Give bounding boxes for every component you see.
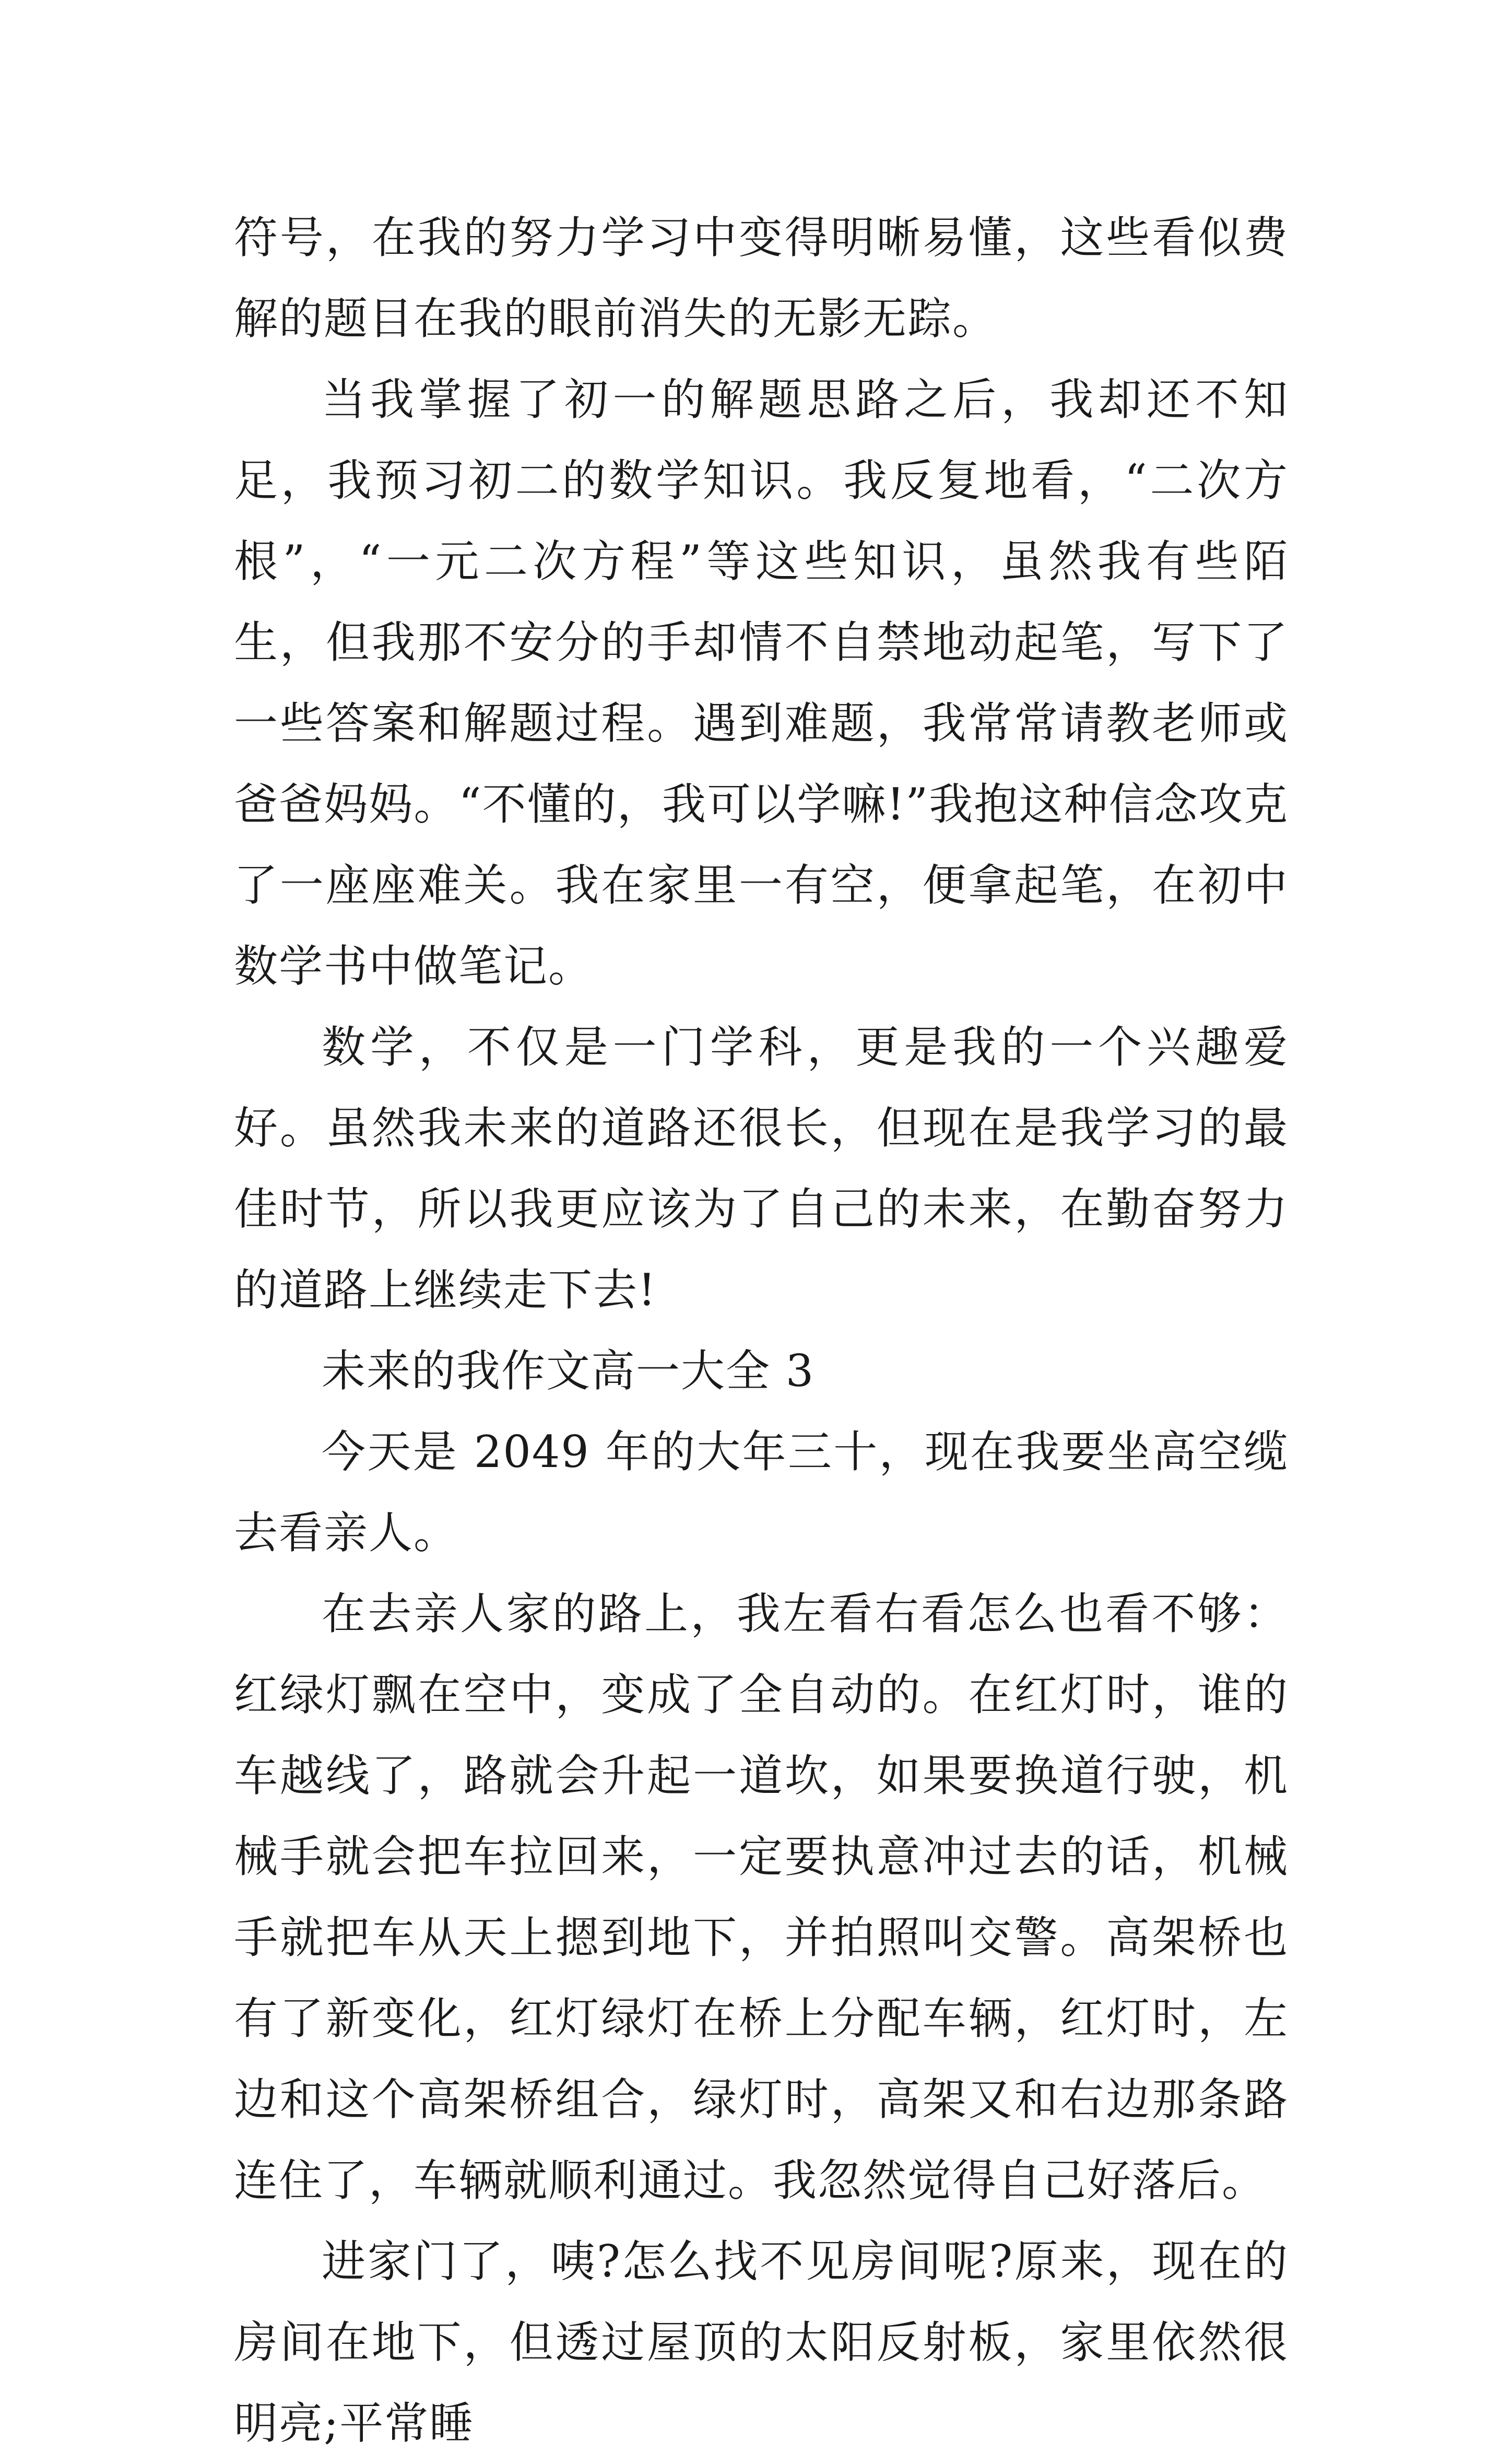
paragraph-4: 今天是 2049 年的大年三十，现在我要坐高空缆去看亲人。 [234, 1426, 1289, 1558]
paragraph-2: 当我掌握了初一的解题思路之后，我却还不知足，我预习初二的数学知识。我反复地看，“二次方根”，“一元二次方程”等这些知识，虽然我有些陌生，但我那不安分的手却情不自禁地动起笔，写下了一些答案和解题过程。遇到难题，我常常请教老师或爸爸妈妈。“不懂的，我可以学嘛!”我抱这种信念攻克了一座座难关。我在家里一有空，便拿起笔，在初中数学书中做笔记。 [234, 374, 1289, 992]
section-heading: 未来的我作文高一大全 3 [322, 1345, 815, 1397]
paragraph-5: 在去亲人家的路上，我左看右看怎么也看不够：红绿灯飘在空中，变成了全自动的。在红灯时，谁的车越线了，路就会升起一道坎，如果要换道行驶，机械手就会把车拉回来，一定要执意冲过去的话，机械手就把车从天上摁到地下，并拍照叫交警。高架桥也有了新变化，红灯绿灯在桥上分配车辆，红灯时，左边和这个高架桥组合，绿灯时，高架又和右边那条路连住了，车辆就顺利通过。我忽然觉得自己好落后。 [234, 1588, 1289, 2206]
document-body [234, 197, 1289, 2464]
paragraph-6: 进家门了，咦?怎么找不见房间呢?原来，现在的房间在地下，但透过屋顶的太阳反射板，家里依然很明亮;平常睡 [234, 2236, 1289, 2449]
paragraph-3: 数学，不仅是一门学科，更是我的一个兴趣爱好。虽然我未来的道路还很长，但现在是我学习的最佳时节，所以我更应该为了自己的未来，在勤奋努力的道路上继续走下去! [234, 1022, 1289, 1316]
paragraph-1: 符号，在我的努力学习中变得明晰易懂，这些看似费解的题目在我的眼前消失的无影无踪。 [234, 212, 1289, 344]
